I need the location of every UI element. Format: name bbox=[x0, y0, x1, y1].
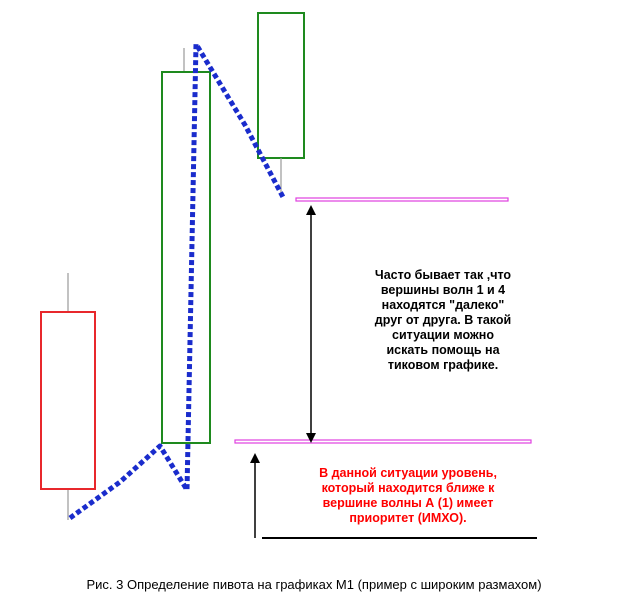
candle-body bbox=[162, 72, 210, 443]
annotation-red: В данной ситуации уровень, который находится ближе к вершине волны А (1) имеет приоритет (ИМХО). bbox=[319, 466, 497, 525]
annotation-black: Часто бывает так ,что вершины волн 1 и 4 находятся "далеко" друг от друга. В такой ситуации можно искать помощь на тиковом графике. bbox=[374, 268, 512, 372]
upper-level-line bbox=[296, 198, 508, 201]
candle-green-tall bbox=[162, 48, 210, 443]
candle-body bbox=[258, 13, 304, 158]
lower-level-line bbox=[235, 440, 531, 443]
candle-green-short bbox=[258, 13, 304, 197]
candle-red bbox=[41, 273, 95, 520]
candle-body bbox=[41, 312, 95, 489]
figure-caption: Рис. 3 Определение пивота на графиках М1 (пример с широким размахом) bbox=[86, 577, 542, 592]
